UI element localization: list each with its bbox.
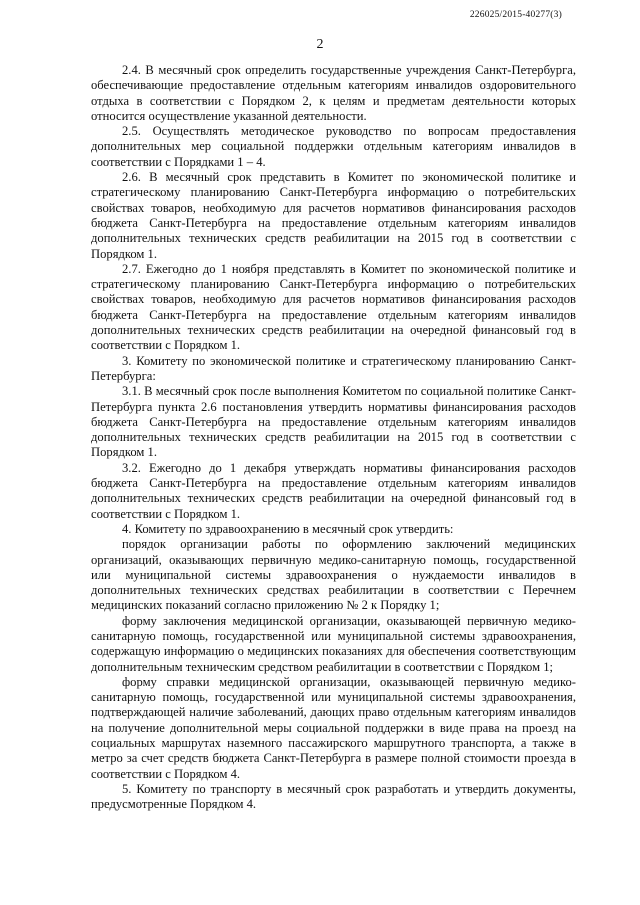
- paragraph-4-item-certificate-form: форму справки медицинской организации, оказывающей первичную медико-санитарную помощь, государственной или муниципальной системы здравоохранения, подтверждающей наличие заболеваний, дающих право отдельным категориям инвалидов на получение дополнительной меры социальной поддержки в виде права на проезд на социальных маршрутах наземного пассажирского маршрутного транспорта, а также в метро за счет средств бюджета Санкт-Петербурга в размере полной стоимости проезда в соответствии с Порядком 4.: [91, 674, 576, 781]
- page-number: 2: [316, 37, 324, 52]
- paragraph-2-4: 2.4. В месячный срок определить государственные учреждения Санкт-Петербурга, обеспечивающие предоставление отдельным категориям инвалидов оздоровительного отдыха в соответствии с Порядком 2, к целям и предметам деятельности которых относится осуществление указанной деятельности.: [91, 63, 576, 123]
- paragraph-2-7: 2.7. Ежегодно до 1 ноября представлять в Комитет по экономической политике и стратегическому планированию Санкт-Петербурга информацию о потребительских свойствах товаров, необходимую для расчетов нормативов финансирования расходов бюджета Санкт-Петербурга на предоставление отдельным категориям инвалидов дополнительных технических средств реабилитации на очередной финансовый год в соответствии с Порядком 1.: [91, 261, 576, 353]
- document-body: [91, 63, 576, 813]
- paragraph-4-item-conclusion-form: форму заключения медицинской организации, оказывающей первичную медико-санитарную помощь, государственной или муниципальной системы здравоохранения, содержащую информацию о медицинских показаниях для обеспечения соответствующим дополнительным техническим средством реабилитации в соответствии с Порядком 1;: [91, 613, 576, 674]
- document-registration-number: 226025/2015-40277(3): [469, 10, 562, 20]
- paragraph-3: 3. Комитету по экономической политике и стратегическому планированию Санкт-Петербурга:: [91, 353, 576, 383]
- paragraph-5: 5. Комитету по транспорту в месячный срок разработать и утвердить документы, предусмотренные Порядком 4.: [91, 781, 576, 812]
- paragraph-4-item-procedure: порядок организации работы по оформлению заключений медицинских организаций, оказывающих первичную медико-санитарную помощь, государственной или муниципальной системы здравоохранения о нуждаемости инвалидов в дополнительных технических средствах реабилитации в соответствии с Перечнем медицинских показаний согласно приложению № 2 к Порядку 1;: [91, 537, 576, 613]
- paragraph-2-5: 2.5. Осуществлять методическое руководство по вопросам предоставления дополнительных мер социальной поддержки отдельным категориям инвалидов в соответствии с Порядками 1 – 4.: [91, 124, 576, 169]
- paragraph-3-1: 3.1. В месячный срок после выполнения Комитетом по социальной политике Санкт-Петербурга пункта 2.6 постановления утвердить нормативы финансирования расходов бюджета Санкт-Петербурга на предоставление отдельным категориям инвалидов дополнительных технических средств реабилитации на 2015 год в соответствии с Порядком 1.: [91, 384, 576, 460]
- paragraph-2-6: 2.6. В месячный срок представить в Комитет по экономической политике и стратегическому планированию Санкт-Петербурга информацию о потребительских свойствах товаров, необходимую для расчетов нормативов финансирования расходов бюджета Санкт-Петербурга на предоставление отдельным категориям инвалидов дополнительных технических средств реабилитации на 2015 год в соответствии с Порядком 1.: [91, 170, 576, 261]
- paragraph-3-2: 3.2. Ежегодно до 1 декабря утверждать нормативы финансирования расходов бюджета Санкт-Петербурга на предоставление отдельным категориям инвалидов дополнительных технических средств реабилитации на очередной финансовый год в соответствии с Порядком 1.: [91, 460, 576, 521]
- paragraph-4: 4. Комитету по здравоохранению в месячный срок утвердить:: [122, 521, 454, 536]
